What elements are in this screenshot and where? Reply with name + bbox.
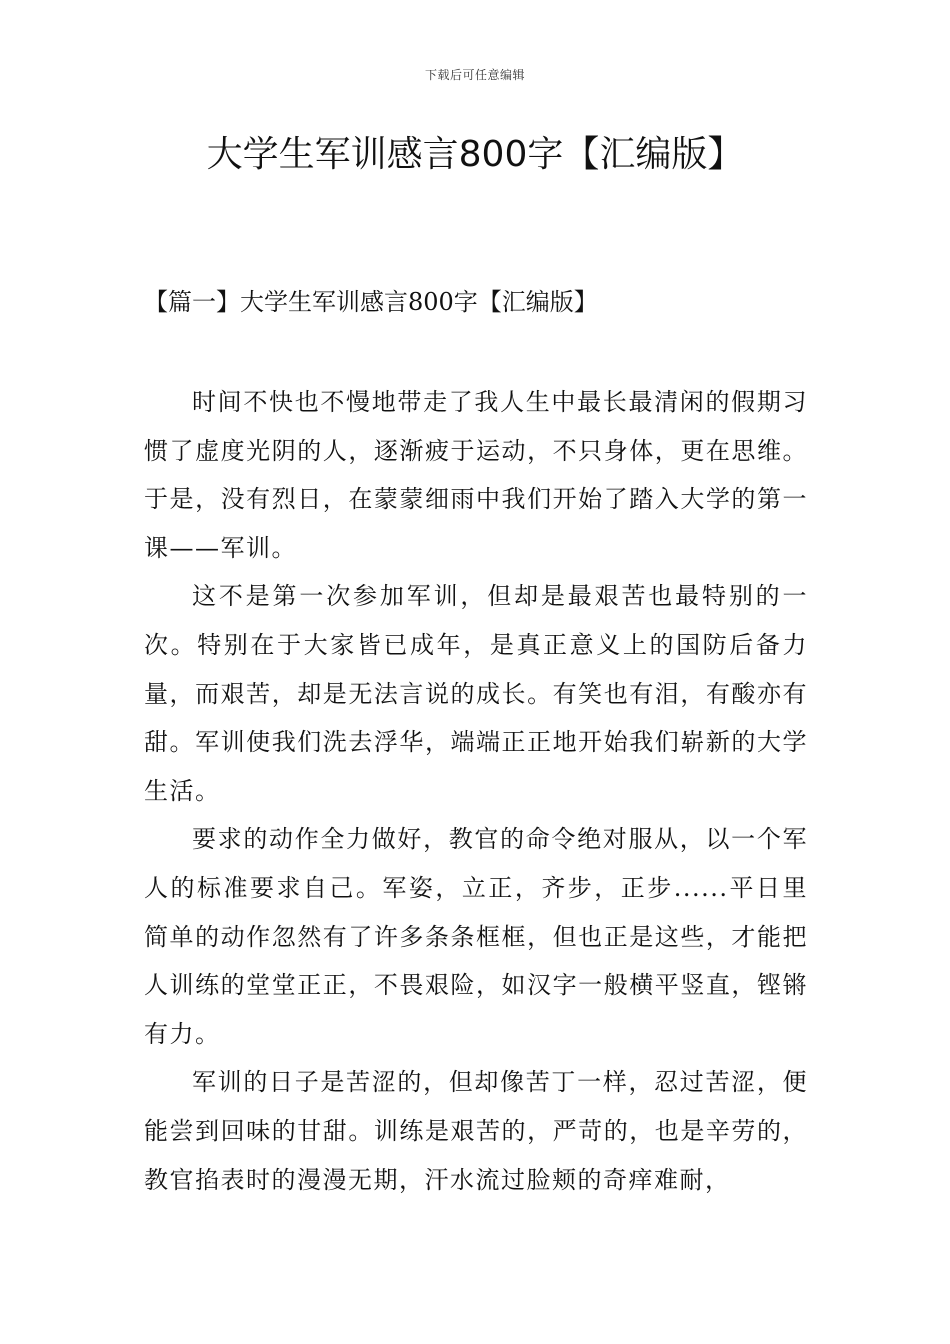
header-note: 下载后可任意编辑 bbox=[424, 68, 525, 82]
paragraph: 这不是第一次参加军训，但却是最艰苦也最特别的一次。特别在于大家皆已成年，是真正意义上的国防后备力量，而艰苦，却是无法言说的成长。有笑也有泪，有酸亦有甜。军训使我们洗去浮华，端端正正地开始我们崭新的大学生活。 bbox=[144, 582, 808, 805]
paragraph: 时间不快也不慢地带走了我人生中最长最清闲的假期习惯了虚度光阴的人，逐渐疲于运动，不只身体，更在思维。于是，没有烈日，在蒙蒙细雨中我们开始了踏入大学的第一课——军训。 bbox=[144, 388, 808, 562]
paragraph: 军训的日子是苦涩的，但却像苦丁一样，忍过苦涩，便能尝到回味的甘甜。训练是艰苦的，严苛的，也是辛劳的，教官掐表时的漫漫无期，汗水流过脸颊的奇痒难耐， bbox=[144, 1068, 808, 1194]
paragraph: 要求的动作全力做好，教官的命令绝对服从，以一个军人的标准要求自己。军姿，立正，齐步，正步......平日里简单的动作忽然有了许多条条框框，但也正是这些，才能把人训练的堂堂正正，不畏艰险，如汉字一般横平竖直，铿锵有力。 bbox=[144, 825, 808, 1048]
body-text bbox=[144, 378, 808, 1204]
document-title: 大学生军训感言800字【汇编版】 bbox=[206, 134, 744, 175]
section-heading: 【篇一】大学生军训感言800字【汇编版】 bbox=[144, 288, 598, 316]
